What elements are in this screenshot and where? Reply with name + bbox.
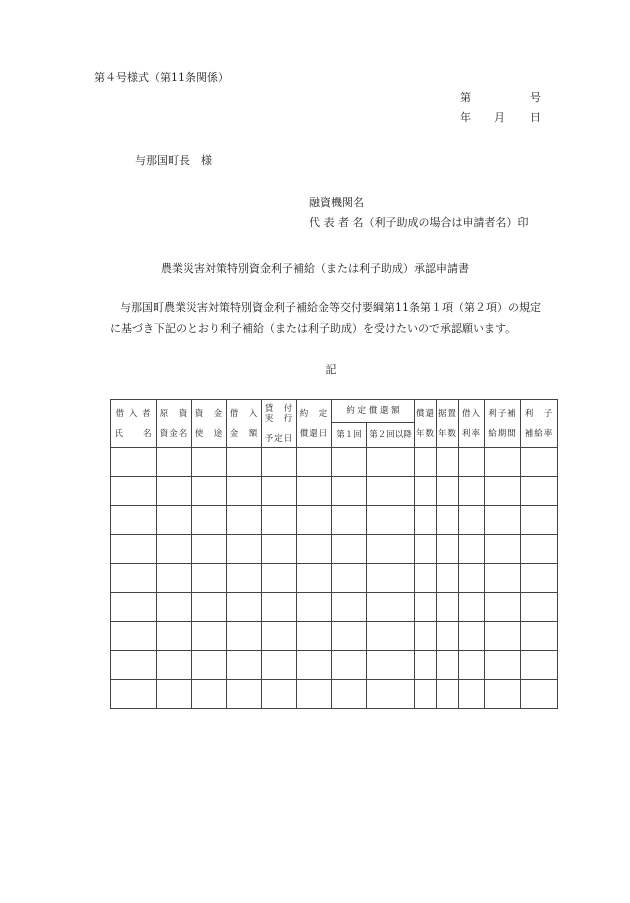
table-cell bbox=[297, 535, 332, 564]
table-cell bbox=[459, 651, 485, 680]
table-cell bbox=[297, 680, 332, 709]
table-cell bbox=[332, 506, 367, 535]
table-cell bbox=[521, 680, 558, 709]
table-cell bbox=[262, 593, 297, 622]
table-cell bbox=[111, 680, 157, 709]
table-cell bbox=[297, 593, 332, 622]
table-cell bbox=[192, 448, 227, 477]
table-cell bbox=[157, 477, 192, 506]
table-cell bbox=[111, 651, 157, 680]
table-cell bbox=[332, 680, 367, 709]
table-cell bbox=[521, 564, 558, 593]
table-cell bbox=[157, 651, 192, 680]
table-cell bbox=[485, 680, 521, 709]
table-cell bbox=[459, 593, 485, 622]
table-cell bbox=[521, 535, 558, 564]
header-deferment-years: 据置 年数 bbox=[437, 400, 459, 448]
table-cell bbox=[367, 651, 415, 680]
table-cell bbox=[332, 651, 367, 680]
table-cell bbox=[262, 564, 297, 593]
header-repayment-years: 償還 年数 bbox=[415, 400, 437, 448]
document-title: 農業災害対策特別資金利子補給（または利子助成）承認申請書 bbox=[161, 262, 469, 275]
table-row bbox=[111, 680, 558, 709]
table-cell bbox=[111, 477, 157, 506]
table-cell bbox=[485, 564, 521, 593]
table-cell bbox=[415, 622, 437, 651]
table-cell bbox=[437, 477, 459, 506]
header-borrower-name: 借 入 者 氏 名 bbox=[111, 400, 157, 448]
table-cell bbox=[485, 477, 521, 506]
table-cell bbox=[459, 477, 485, 506]
table-cell bbox=[192, 622, 227, 651]
table-cell bbox=[437, 506, 459, 535]
table-cell bbox=[227, 593, 262, 622]
representative-label: 代 表 者 名（利子助成の場合は申請者名）印 bbox=[309, 216, 529, 229]
application-table bbox=[110, 399, 558, 709]
table-cell bbox=[297, 448, 332, 477]
header-loan-date: 貸 付 実 行 予定日 bbox=[262, 400, 297, 448]
table-cell bbox=[192, 651, 227, 680]
table-cell bbox=[459, 680, 485, 709]
table-cell bbox=[262, 448, 297, 477]
header-subsidy-period: 利子補 給期間 bbox=[485, 400, 521, 448]
header-repayment-date: 約 定 償還日 bbox=[297, 400, 332, 448]
table-cell bbox=[415, 593, 437, 622]
ki-heading: 記 bbox=[325, 363, 337, 376]
table-cell bbox=[485, 622, 521, 651]
table-row bbox=[111, 477, 558, 506]
table-cell bbox=[332, 593, 367, 622]
table-cell bbox=[437, 535, 459, 564]
table-cell bbox=[262, 651, 297, 680]
table-row bbox=[111, 535, 558, 564]
table-row bbox=[111, 651, 558, 680]
table-cell bbox=[297, 506, 332, 535]
header-loan-amount: 借 入 金 額 bbox=[227, 400, 262, 448]
table-cell bbox=[157, 506, 192, 535]
table-cell bbox=[227, 651, 262, 680]
table-cell bbox=[367, 448, 415, 477]
table-cell bbox=[485, 448, 521, 477]
table-cell bbox=[415, 448, 437, 477]
table-cell bbox=[297, 477, 332, 506]
body-text-line-2: に基づき下記のとおり利子補給（または利子助成）を受けたいので承認願います。 bbox=[110, 322, 517, 335]
date-month: 月 bbox=[494, 111, 505, 124]
table-cell bbox=[157, 564, 192, 593]
header-interest-rate: 借入 利率 bbox=[459, 400, 485, 448]
table-cell bbox=[227, 622, 262, 651]
table-cell bbox=[367, 535, 415, 564]
table-cell bbox=[297, 622, 332, 651]
table-cell bbox=[415, 477, 437, 506]
table-cell bbox=[459, 622, 485, 651]
table-cell bbox=[157, 448, 192, 477]
table-cell bbox=[111, 448, 157, 477]
body-text-line-1: 与那国町農業災害対策特別資金利子補給金等交付要綱第11条第１項（第２項）の規定 bbox=[120, 301, 541, 314]
table-cell bbox=[262, 622, 297, 651]
table-cell bbox=[332, 535, 367, 564]
table-cell bbox=[437, 651, 459, 680]
table-cell bbox=[459, 506, 485, 535]
table-cell bbox=[367, 564, 415, 593]
header-fund-use: 資 金 使 途 bbox=[192, 400, 227, 448]
table-cell bbox=[262, 535, 297, 564]
table-cell bbox=[415, 506, 437, 535]
table-row bbox=[111, 622, 558, 651]
table-cell bbox=[437, 622, 459, 651]
table-cell bbox=[367, 680, 415, 709]
addressee: 与那国町長 様 bbox=[135, 154, 212, 167]
table-cell bbox=[332, 477, 367, 506]
table-cell bbox=[332, 448, 367, 477]
table-cell bbox=[367, 593, 415, 622]
table-cell bbox=[157, 593, 192, 622]
header-first-payment: 第１回 bbox=[332, 423, 367, 448]
table-cell bbox=[111, 564, 157, 593]
table-row bbox=[111, 593, 558, 622]
table-cell bbox=[227, 448, 262, 477]
table-cell bbox=[111, 506, 157, 535]
table-cell bbox=[111, 535, 157, 564]
header-repayment-amount-group: 約 定 償 還 額 bbox=[332, 400, 415, 423]
table-cell bbox=[262, 680, 297, 709]
table-cell bbox=[227, 680, 262, 709]
table-cell bbox=[459, 535, 485, 564]
table-cell bbox=[367, 477, 415, 506]
table-row bbox=[111, 506, 558, 535]
number-prefix: 第 bbox=[460, 91, 471, 104]
table-cell bbox=[485, 651, 521, 680]
table-cell bbox=[332, 622, 367, 651]
table-cell bbox=[521, 651, 558, 680]
table-cell bbox=[297, 651, 332, 680]
table-cell bbox=[262, 506, 297, 535]
table-cell bbox=[437, 593, 459, 622]
table-cell bbox=[297, 564, 332, 593]
table-cell bbox=[485, 506, 521, 535]
table-cell bbox=[415, 651, 437, 680]
table-cell bbox=[459, 564, 485, 593]
form-number: 第４号様式（第11条関係） bbox=[94, 71, 229, 84]
table-cell bbox=[192, 564, 227, 593]
table-cell bbox=[192, 680, 227, 709]
table-cell bbox=[485, 535, 521, 564]
date-year: 年 bbox=[460, 111, 471, 124]
table-cell bbox=[157, 535, 192, 564]
table-cell bbox=[262, 477, 297, 506]
table-cell bbox=[437, 564, 459, 593]
table-cell bbox=[367, 506, 415, 535]
table-cell bbox=[485, 593, 521, 622]
table-cell bbox=[157, 622, 192, 651]
table-cell bbox=[459, 448, 485, 477]
table-row bbox=[111, 564, 558, 593]
table-cell bbox=[521, 448, 558, 477]
number-suffix: 号 bbox=[530, 91, 541, 104]
table-cell bbox=[227, 506, 262, 535]
header-fund-name: 原 資 資金名 bbox=[157, 400, 192, 448]
table-cell bbox=[521, 593, 558, 622]
date-day: 日 bbox=[530, 111, 541, 124]
table-row bbox=[111, 448, 558, 477]
table-cell bbox=[192, 477, 227, 506]
table-cell bbox=[192, 593, 227, 622]
table-cell bbox=[192, 506, 227, 535]
bank-name-label: 融資機関名 bbox=[309, 196, 364, 209]
table-cell bbox=[192, 535, 227, 564]
table-cell bbox=[521, 622, 558, 651]
table-cell bbox=[521, 506, 558, 535]
table-cell bbox=[367, 622, 415, 651]
table-cell bbox=[157, 680, 192, 709]
table-cell bbox=[111, 622, 157, 651]
table-cell bbox=[437, 448, 459, 477]
table-cell bbox=[521, 477, 558, 506]
table-cell bbox=[111, 593, 157, 622]
table-cell bbox=[415, 680, 437, 709]
table-cell bbox=[227, 477, 262, 506]
table-cell bbox=[415, 535, 437, 564]
table-cell bbox=[227, 564, 262, 593]
table-cell bbox=[415, 564, 437, 593]
header-subsequent-payments: 第２回以降 bbox=[367, 423, 415, 448]
table-cell bbox=[437, 680, 459, 709]
table-cell bbox=[332, 564, 367, 593]
table-cell bbox=[227, 535, 262, 564]
header-subsidy-rate: 利 子 補給率 bbox=[521, 400, 558, 448]
